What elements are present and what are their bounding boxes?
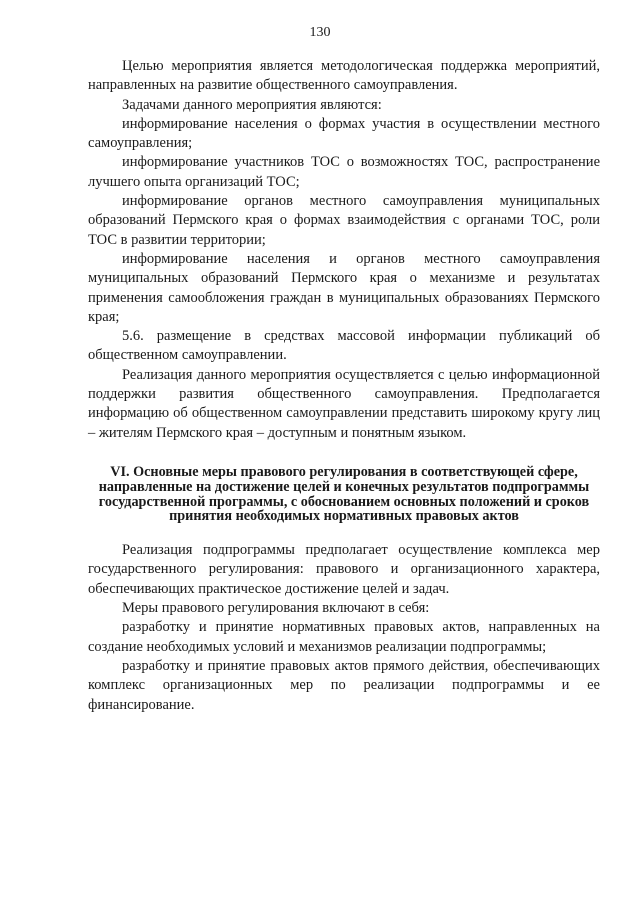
- list-item: информирование населения о формах участия в осуществлении местного самоуправления;: [88, 115, 600, 152]
- list-item: информирование органов местного самоуправления муниципальных образований Пермского края о формах взаимодействия с органами ТОС, роли ТОС в развитии территории;: [88, 193, 600, 248]
- paragraph: Реализация данного мероприятия осуществляется с целью информационной поддержки развития общественного самоуправления. Предполагается информацию об общественном самоуправлении представить широкому кругу лиц – жителям Пермского края – доступным и понятным языком.: [88, 366, 600, 441]
- paragraph: Меры правового регулирования включают в себя:: [122, 600, 430, 617]
- list-item: разработку и принятие правовых актов прямого действия, обеспечивающих комплекс организационных мер по реализации подпрограммы и ее финансирование.: [88, 657, 600, 713]
- paragraph: Целью мероприятия является методологическая поддержка мероприятий, направленных на развитие общественного самоуправления.: [88, 58, 600, 94]
- list-item: информирование населения и органов местного самоуправления муниципальных образований Пермского края о механизме и результатах применения самообложения граждан в муниципальных образованиях Пермского края;: [88, 250, 600, 325]
- list-item: информирование участников ТОС о возможностях ТОС, распространение лучшего опыта организаций ТОС;: [88, 154, 600, 190]
- paragraph: Реализация подпрограммы предполагает осуществление комплекса мер государственного регулирования: правового и организационного характера, обеспечивающих практическое достижение целей и задач.: [88, 542, 600, 597]
- paragraph: Задачами данного мероприятия являются:: [122, 96, 382, 113]
- list-item: разработку и принятие нормативных правовых актов, направленных на создание необходимых условий и механизмов реализации подпрограммы;: [88, 619, 600, 655]
- document-body: [88, 57, 600, 715]
- numbered-item: 5.6. размещение в средствах массовой информации публикаций об общественном самоуправлении.: [88, 328, 600, 364]
- page-number: 130: [309, 25, 331, 40]
- section-heading: [88, 465, 600, 524]
- section-heading-text: VI. Основные меры правового регулирования в соответствующей сфере, направленные на достижение целей и конечных результатов подпрограммы государственной программы, с обоснованием основных положений и сроков принятия необходимых нормативных правовых актов: [98, 463, 590, 525]
